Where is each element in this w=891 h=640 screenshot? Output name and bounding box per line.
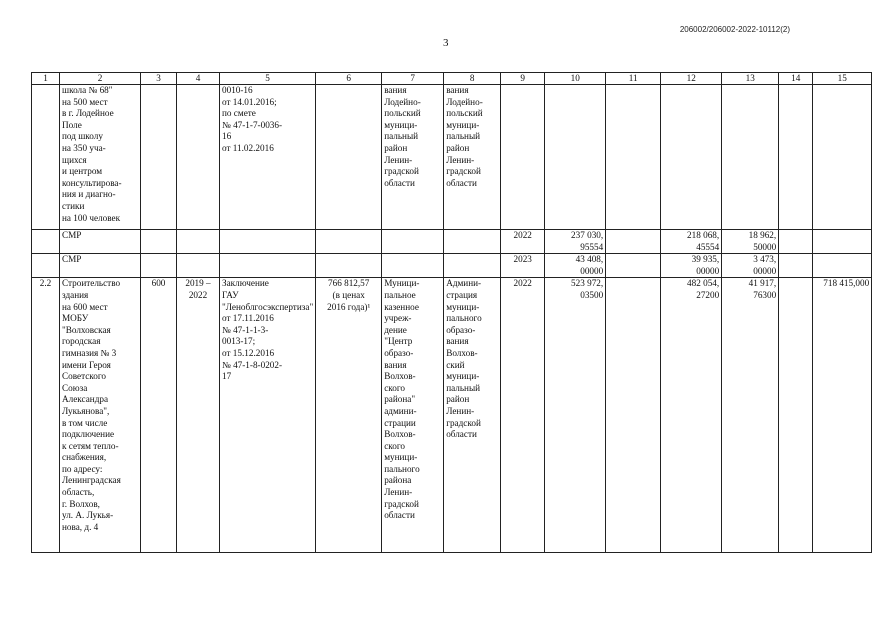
column-header: 15 xyxy=(813,73,872,85)
table-cell xyxy=(177,85,220,230)
table-cell xyxy=(813,230,872,254)
column-header: 13 xyxy=(722,73,779,85)
table-cell xyxy=(316,254,382,278)
table-cell xyxy=(316,85,382,230)
amount-cell: 18 962, 50000 xyxy=(722,230,779,254)
table-cell xyxy=(141,254,177,278)
table-cell xyxy=(177,254,220,278)
document-id: 206002/206002-2022-10112(2) xyxy=(679,25,790,34)
column-header: 5 xyxy=(220,73,316,85)
amount-cell: 482 054, 27200 xyxy=(661,278,722,553)
column-header: 11 xyxy=(606,73,661,85)
page-number: 3 xyxy=(443,37,449,49)
investment-table xyxy=(31,72,872,553)
table-row xyxy=(32,278,872,553)
table-cell xyxy=(382,254,444,278)
column-header: 7 xyxy=(382,73,444,85)
year-cell: 2022 xyxy=(501,230,545,254)
table-cell xyxy=(501,85,545,230)
owner-cell: Админи- страция муници- пального образо- вания Волхов- ский муници- пальный район Ленин- градской области xyxy=(444,278,501,553)
capacity-cell: 600 xyxy=(141,278,177,553)
table-cell xyxy=(606,85,661,230)
table-cell xyxy=(606,230,661,254)
table-cell xyxy=(32,254,60,278)
column-header: 3 xyxy=(141,73,177,85)
expertise-cell: 0010-16 от 14.01.2016; по смете № 47-1-7-0036- 16 от 11.02.2016 xyxy=(220,85,316,230)
table-cell xyxy=(382,230,444,254)
table-cell xyxy=(32,230,60,254)
estimated-cost-cell: 766 812,57 (в ценах 2016 года)¹ xyxy=(316,278,382,553)
owner-cell: вания Лодейно- польский муници- пальный район Ленин- градской области xyxy=(444,85,501,230)
column-header: 6 xyxy=(316,73,382,85)
table-cell xyxy=(779,254,813,278)
amount-cell: 718 415,000 xyxy=(813,278,872,553)
object-name-cell: Строительство здания на 600 мест МОБУ "Волховская городская гимназия № 3 имени Героя Советского Союза Александра Лукьянова", в том числе подключение к сетям тепло- снабжения, по адресу: Ленинградская область, г. Волхов, ул. А. Лукья- нова, д. 4 xyxy=(60,278,141,553)
table-cell xyxy=(141,230,177,254)
table-cell xyxy=(606,254,661,278)
amount-cell: 218 068, 45554 xyxy=(661,230,722,254)
table-cell xyxy=(779,230,813,254)
period-cell: 2019 – 2022 xyxy=(177,278,220,553)
table-cell xyxy=(32,85,60,230)
column-header: 12 xyxy=(661,73,722,85)
table-cell xyxy=(813,254,872,278)
year-cell: 2023 xyxy=(501,254,545,278)
table-cell xyxy=(779,85,813,230)
table-cell xyxy=(444,254,501,278)
object-name-cell: школа № 68" на 500 мест в г. Лодейное Поле под школу на 350 уча- щихся и центром консультирова- ния и диагно- стики на 100 человек xyxy=(60,85,141,230)
table-cell xyxy=(545,85,606,230)
object-name-cell: СМР xyxy=(60,230,141,254)
table-cell xyxy=(661,85,722,230)
amount-cell: 43 408, 00000 xyxy=(545,254,606,278)
column-header: 1 xyxy=(32,73,60,85)
table-cell xyxy=(444,230,501,254)
column-header: 9 xyxy=(501,73,545,85)
column-header: 2 xyxy=(60,73,141,85)
column-header: 14 xyxy=(779,73,813,85)
customer-cell: вания Лодейно- польский муници- пальный район Ленин- градской области xyxy=(382,85,444,230)
column-header: 4 xyxy=(177,73,220,85)
table-cell xyxy=(779,278,813,553)
table-cell xyxy=(177,230,220,254)
amount-cell: 523 972, 03500 xyxy=(545,278,606,553)
customer-cell: Муници- пальное казенное учреж- дение "Центр образо- вания Волхов- ского района" админи- страции Волхов- ского муници- пального района Ленин- градской области xyxy=(382,278,444,553)
column-header: 8 xyxy=(444,73,501,85)
table-cell xyxy=(813,85,872,230)
table-cell xyxy=(316,230,382,254)
table-row xyxy=(32,254,872,278)
year-cell: 2022 xyxy=(501,278,545,553)
table-cell xyxy=(220,230,316,254)
table-row xyxy=(32,230,872,254)
table-row xyxy=(32,85,872,230)
table-cell xyxy=(722,85,779,230)
amount-cell: 3 473, 00000 xyxy=(722,254,779,278)
row-number-cell: 2.2 xyxy=(32,278,60,553)
expertise-cell: Заключение ГАУ "Леноблгосэкспертиза" от 17.11.2016 № 47-1-1-3- 0013-17; от 15.12.2016 № 47-1-8-0202- 17 xyxy=(220,278,316,553)
table-cell xyxy=(606,278,661,553)
table-cell xyxy=(220,254,316,278)
table-header-row xyxy=(32,73,872,85)
column-header: 10 xyxy=(545,73,606,85)
table-cell xyxy=(141,85,177,230)
amount-cell: 39 935, 00000 xyxy=(661,254,722,278)
amount-cell: 41 917, 76300 xyxy=(722,278,779,553)
amount-cell: 237 030, 95554 xyxy=(545,230,606,254)
object-name-cell: СМР xyxy=(60,254,141,278)
